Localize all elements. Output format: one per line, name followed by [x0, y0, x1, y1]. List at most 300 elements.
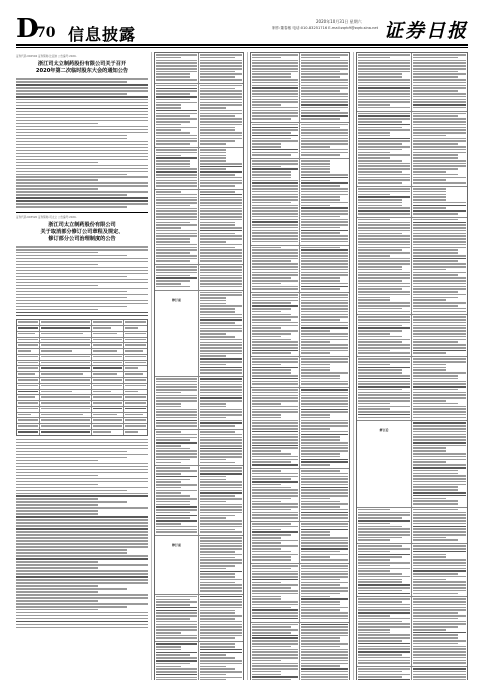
- text-line: [252, 241, 298, 243]
- text-line: [156, 208, 197, 210]
- table-row: [357, 218, 467, 316]
- text-line: [358, 330, 402, 332]
- text-line: [200, 369, 242, 371]
- text-line: [413, 436, 466, 438]
- text-line: [16, 282, 148, 284]
- text-line: [301, 632, 348, 634]
- text-line: [358, 291, 410, 293]
- text-line: [358, 143, 402, 145]
- text-line: [252, 445, 298, 447]
- text-line: [358, 149, 402, 151]
- text-line: [16, 621, 148, 623]
- text-line: [200, 484, 242, 486]
- article-title-line: 浙江司太立制药股份有限公司: [48, 221, 116, 228]
- text-line: [93, 414, 117, 416]
- text-line: [413, 556, 446, 558]
- text-line: [252, 593, 298, 595]
- text-line: [301, 60, 348, 62]
- text-line: [358, 194, 390, 196]
- text-line: [301, 512, 348, 514]
- text-line: [200, 442, 242, 444]
- text-line: [301, 582, 348, 584]
- text-line: [252, 671, 281, 673]
- text-line: [358, 414, 410, 416]
- table-cell: [92, 332, 123, 337]
- table-cell: [92, 355, 123, 360]
- text-line: [156, 99, 190, 101]
- text-line: [301, 286, 348, 288]
- text-line: [413, 484, 466, 486]
- text-line: [125, 419, 146, 421]
- text-line: [156, 384, 197, 386]
- table-row: [155, 53, 243, 84]
- text-line: [413, 554, 446, 556]
- text-line: [200, 216, 242, 218]
- table-cell: [17, 366, 40, 371]
- text-line: [252, 266, 298, 268]
- text-line: [358, 584, 410, 586]
- text-line: [301, 288, 340, 290]
- text-line: [252, 635, 298, 637]
- article-title-line: 修订部分公司治理制度的公告: [48, 235, 116, 242]
- text-line: [413, 632, 466, 634]
- text-line: [358, 386, 410, 388]
- text-line: [358, 263, 410, 265]
- text-line: [301, 640, 340, 642]
- table-cell: [251, 564, 300, 622]
- text-line: [16, 546, 148, 548]
- text-line: [16, 475, 98, 477]
- text-line: [301, 484, 348, 486]
- text-line: [16, 627, 148, 629]
- text-line: [413, 573, 458, 575]
- text-line: [252, 57, 281, 59]
- text-line: [125, 408, 146, 410]
- text-line: [301, 202, 348, 204]
- text-line: [413, 581, 466, 583]
- table-row: [251, 564, 349, 623]
- table-cell: [40, 355, 92, 360]
- text-line: [301, 431, 348, 433]
- text-line: [200, 523, 242, 525]
- text-line: [301, 395, 348, 397]
- text-line: [252, 188, 298, 190]
- text-line: [301, 624, 348, 626]
- text-line: [301, 341, 330, 343]
- text-line: [413, 394, 466, 396]
- text-line: [413, 489, 458, 491]
- text-line: [358, 554, 410, 556]
- text-line: [156, 185, 197, 187]
- text-line: [156, 244, 197, 246]
- text-line: [200, 543, 242, 545]
- text-line: [252, 112, 298, 114]
- text-line: [200, 615, 242, 617]
- text-line: [252, 495, 298, 497]
- text-line: [200, 559, 242, 561]
- text-line: [252, 643, 298, 645]
- text-line: [18, 356, 38, 358]
- article-body: [16, 246, 148, 316]
- text-line: [200, 417, 226, 419]
- text-line: [156, 118, 197, 120]
- text-line: [358, 660, 410, 662]
- text-line: [358, 562, 410, 564]
- text-line: [252, 464, 298, 466]
- text-line: [301, 314, 348, 316]
- text-line: [16, 96, 148, 98]
- text-line: [16, 552, 127, 554]
- table-row: [357, 508, 467, 544]
- text-line: [358, 637, 410, 639]
- text-line: [16, 525, 148, 527]
- text-line: [252, 213, 298, 215]
- text-line: [252, 596, 281, 598]
- table-cell: [251, 246, 300, 293]
- text-line: [413, 601, 466, 603]
- text-line: [358, 277, 410, 279]
- text-line: [301, 62, 348, 64]
- text-line: [413, 486, 458, 488]
- text-line: [156, 414, 197, 416]
- text-line: [200, 347, 242, 349]
- text-line: [301, 445, 348, 447]
- text-line: [16, 507, 148, 509]
- text-line: [358, 188, 410, 190]
- text-line: [16, 84, 148, 86]
- text-line: [252, 154, 291, 156]
- text-line: [252, 260, 291, 262]
- text-line: [413, 171, 446, 173]
- text-line: [413, 101, 466, 103]
- text-line: [16, 81, 127, 83]
- text-line: [156, 182, 197, 184]
- text-line: [301, 54, 348, 56]
- table-cell: [17, 378, 40, 383]
- text-line: [358, 163, 410, 165]
- text-line: [200, 624, 242, 626]
- text-line: [125, 373, 143, 375]
- text-line: [358, 676, 402, 678]
- text-line: [200, 283, 242, 285]
- table-cell: [92, 413, 123, 418]
- text-line: [200, 495, 235, 497]
- table-row: [155, 265, 243, 290]
- text-line: [413, 196, 446, 198]
- text-line: [301, 294, 348, 296]
- text-line: [156, 224, 197, 226]
- table-cell: [300, 564, 349, 622]
- text-line: [16, 481, 148, 483]
- text-line: [301, 258, 348, 260]
- text-line: [200, 579, 242, 581]
- text-line: [413, 336, 466, 338]
- text-line: [200, 292, 242, 294]
- text-line: [156, 501, 190, 503]
- text-line: [93, 419, 121, 421]
- text-line: [156, 495, 190, 497]
- text-line: [16, 555, 148, 557]
- text-line: [358, 288, 402, 290]
- text-line: [16, 585, 98, 587]
- text-line: [41, 344, 90, 346]
- text-line: [252, 679, 291, 680]
- table-row: [251, 293, 349, 357]
- table-cell: [124, 343, 147, 348]
- text-line: [200, 230, 242, 232]
- data-table: [16, 319, 148, 436]
- text-line: [18, 344, 38, 346]
- text-line: [156, 252, 190, 254]
- text-line: [358, 400, 410, 402]
- text-line: [16, 594, 148, 596]
- text-line: [200, 90, 242, 92]
- text-line: [358, 389, 402, 391]
- text-line: [156, 411, 197, 413]
- text-line: [413, 403, 458, 405]
- text-line: [16, 603, 148, 605]
- table-cell: [155, 536, 199, 594]
- text-line: [200, 378, 242, 380]
- text-line: [18, 425, 38, 427]
- table-row: [155, 377, 243, 430]
- text-line: [156, 434, 197, 436]
- text-line: [358, 559, 390, 561]
- text-line: [252, 90, 298, 92]
- text-line: [93, 391, 110, 393]
- table-cell: [40, 430, 92, 435]
- text-line: [301, 601, 340, 603]
- text-line: [18, 414, 31, 416]
- text-line: [41, 385, 90, 387]
- text-line: [358, 629, 390, 631]
- text-line: [358, 344, 410, 346]
- text-line: [18, 391, 38, 393]
- text-line: [16, 543, 148, 545]
- text-line: [358, 202, 402, 204]
- header-rule: [16, 44, 468, 46]
- text-line: [301, 679, 348, 680]
- table-cell: [17, 413, 40, 418]
- text-line: [156, 529, 197, 531]
- text-line: [413, 478, 466, 480]
- text-line: [252, 302, 291, 304]
- text-line: [358, 140, 410, 142]
- text-line: [301, 607, 348, 609]
- text-line: [16, 624, 148, 626]
- text-line: [413, 249, 458, 251]
- table-cell: [17, 338, 40, 343]
- text-line: [358, 570, 390, 572]
- text-line: [16, 150, 148, 152]
- text-line: [252, 514, 298, 516]
- text-line: [16, 93, 127, 95]
- text-line: [358, 648, 410, 650]
- text-line: [413, 188, 446, 190]
- table-cell: [40, 361, 92, 366]
- text-line: [200, 677, 242, 679]
- table-row: [17, 430, 147, 435]
- text-line: [413, 548, 466, 550]
- text-line: [301, 297, 348, 299]
- text-line: [413, 434, 466, 436]
- text-line: [156, 255, 197, 257]
- text-line: [156, 624, 197, 626]
- text-line: [252, 277, 291, 279]
- text-line: [156, 104, 181, 106]
- text-line: [252, 127, 298, 129]
- text-line: [301, 174, 348, 176]
- text-line: [413, 302, 466, 304]
- text-line: [252, 82, 298, 84]
- text-line: [16, 531, 148, 533]
- text-line: [252, 143, 281, 145]
- text-line: [358, 598, 410, 600]
- text-line: [301, 221, 348, 223]
- text-line: [413, 400, 446, 402]
- text-line: [16, 495, 148, 497]
- text-line: [413, 244, 466, 246]
- text-line: [252, 87, 298, 89]
- text-line: [93, 408, 121, 410]
- text-line: [200, 492, 242, 494]
- text-line: [16, 558, 148, 560]
- text-line: [301, 154, 340, 156]
- text-line: [252, 676, 298, 678]
- text-line: [301, 110, 340, 112]
- table-cell: [92, 384, 123, 389]
- text-line: [252, 565, 298, 567]
- table-cell: [124, 390, 147, 395]
- text-line: [413, 99, 466, 101]
- text-line: [200, 241, 226, 243]
- text-line: [252, 314, 291, 316]
- table-row: [357, 357, 467, 421]
- text-line: [156, 666, 181, 668]
- text-line: [125, 321, 146, 323]
- text-line: [16, 176, 148, 178]
- text-line: [252, 637, 298, 639]
- text-line: [200, 576, 235, 578]
- text-line: [413, 431, 466, 433]
- text-line: [16, 576, 148, 578]
- text-line: [200, 93, 242, 95]
- text-line: [301, 146, 330, 148]
- table-cell: [412, 53, 467, 111]
- table-cell: [199, 148, 243, 189]
- text-line: [200, 490, 242, 492]
- text-line: [16, 463, 148, 465]
- text-line: [16, 261, 148, 263]
- text-line: [301, 238, 348, 240]
- text-line: [125, 333, 146, 335]
- table-cell: [251, 357, 300, 387]
- text-line: [200, 476, 226, 478]
- text-line: [252, 579, 298, 581]
- text-line: [358, 668, 410, 670]
- text-line: [301, 537, 348, 539]
- text-line: [413, 559, 466, 561]
- text-line: [301, 230, 348, 232]
- text-line: [301, 369, 330, 371]
- text-line: [358, 333, 390, 335]
- text-line: [156, 57, 181, 59]
- text-line: [200, 180, 242, 182]
- text-line: [16, 469, 148, 471]
- text-line: [301, 152, 348, 154]
- text-line: [200, 364, 226, 366]
- table-cell: [92, 326, 123, 331]
- text-line: [301, 411, 348, 413]
- table-row: [155, 642, 243, 680]
- text-line: [200, 557, 235, 559]
- table-cell: [155, 265, 199, 289]
- text-line: [252, 115, 298, 117]
- text-line: [358, 601, 402, 603]
- page-letter: D: [16, 14, 39, 44]
- text-line: [301, 205, 330, 207]
- text-line: [301, 87, 348, 89]
- text-line: [156, 88, 197, 90]
- text-line: [156, 62, 197, 64]
- table-cell: [357, 112, 412, 186]
- text-line: [413, 576, 466, 578]
- text-line: [16, 537, 148, 539]
- text-line: [301, 495, 348, 497]
- text-line: [413, 235, 466, 237]
- text-line: [413, 629, 446, 631]
- text-line: [301, 185, 340, 187]
- text-line: [156, 646, 181, 648]
- text-line: [252, 615, 298, 617]
- text-line: [413, 233, 466, 235]
- text-line: [252, 439, 298, 441]
- table-cell: [300, 469, 349, 521]
- text-line: [252, 590, 298, 592]
- text-line: [252, 93, 298, 95]
- text-line: [301, 450, 348, 452]
- text-line: [301, 587, 348, 589]
- text-line: [301, 476, 348, 478]
- text-line: [252, 498, 291, 500]
- table-row: [155, 148, 243, 190]
- text-line: [413, 537, 446, 539]
- text-line: [358, 76, 402, 78]
- text-line: [252, 294, 298, 296]
- column-divider: [151, 52, 152, 680]
- table-cell: [412, 544, 467, 596]
- text-line: [156, 121, 190, 123]
- table-cell: [300, 246, 349, 293]
- table-row: [357, 187, 467, 218]
- text-line: [200, 481, 242, 483]
- text-line: [200, 199, 242, 201]
- text-line: [358, 651, 410, 653]
- text-line: [200, 384, 242, 386]
- text-line: [252, 476, 298, 478]
- text-line: [301, 358, 348, 360]
- text-line: [413, 154, 458, 156]
- text-line: [358, 394, 410, 396]
- text-line: [301, 668, 348, 670]
- text-line: [413, 646, 466, 648]
- text-line: [413, 637, 458, 639]
- text-line: [16, 258, 148, 260]
- text-line: [358, 347, 410, 349]
- text-line: [200, 392, 242, 394]
- text-line: [301, 573, 348, 575]
- text-line: [413, 160, 466, 162]
